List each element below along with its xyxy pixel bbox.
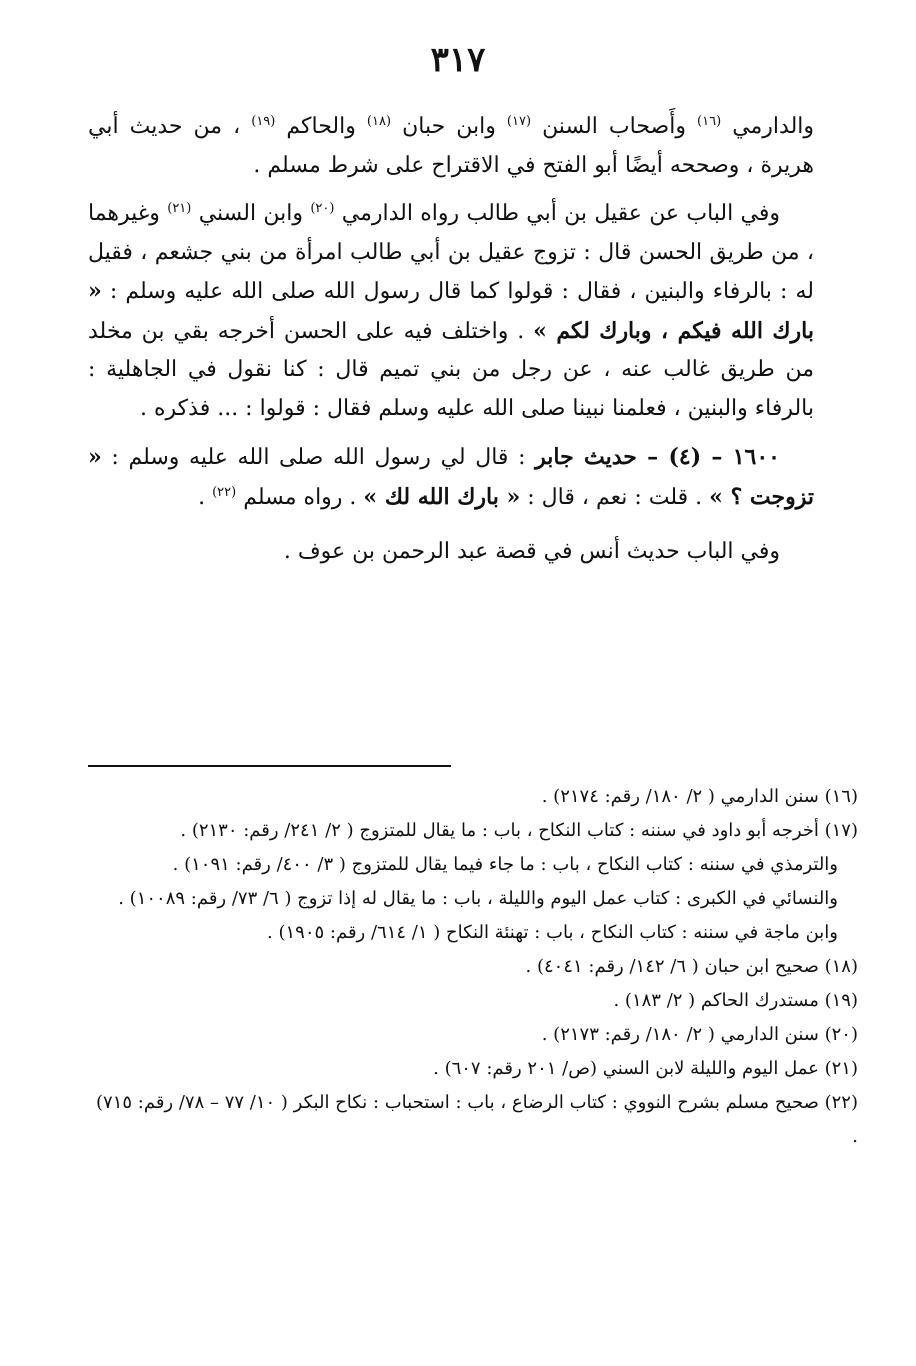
footnote-divider (88, 765, 451, 767)
footnote-17: (١٧) أخرجه أبو داود في سننه : كتاب النكاح ، باب : ما يقال للمتزوج ( ٢/ ٢٤١/ رقم: ٢١٣٠) . (180, 820, 858, 841)
text-ibn-hibban: وابن حبان (402, 114, 496, 139)
paragraph-aqil (88, 195, 814, 428)
footnote-ref-17: (١٧) (506, 114, 532, 129)
text-darimi: والدارمي (732, 114, 815, 139)
quote-tazawwajta: « تزوجت ؟ » (88, 444, 814, 510)
quote-barak-allah-laka: « بارك الله لك » (363, 483, 521, 510)
text-hasan-route: وغيرهما ، من طريق الحسن قال : تزوج عقيل بن أبي طالب امرأة من بني جشعم ، فقيل له : بالرفاء والبنين ، فقال : قولوا كما قال رسول الله صلى الله عليه وسلم : (88, 201, 814, 304)
footnote-ref-20: (٢٠) (310, 201, 335, 216)
footnote-19: (١٩) مستدرك الحاكم ( ٢/ ١٨٣) . (613, 990, 858, 1011)
hadith-1600 (88, 438, 814, 517)
footnote-16: (١٦) سنن الدارمي ( ٢/ ١٨٠/ رقم: ٢١٧٤) . (541, 786, 858, 807)
text-jabir: : قال لي رسول الله صلى الله عليه وسلم : (111, 445, 526, 470)
text-period: . (198, 484, 206, 510)
main-text (88, 108, 814, 572)
footnotes (88, 780, 858, 1154)
footnote-ref-21: (٢١) (167, 201, 192, 216)
quote-barak-allah-fikum: « بارك الله فيكم ، وبارك لكم » (88, 278, 815, 344)
paragraph-sources (88, 108, 814, 185)
footnote-ref-16: (١٦) (697, 114, 722, 129)
footnote-17-nasai: والنسائي في الكبرى : كتاب عمل اليوم والليلة ، باب : ما يقال له إذا تزوج ( ٦/ ٧٣/ رقم: ١٠٠٨٩) . (118, 888, 838, 909)
text-qultu-naam: . قلت : نعم ، قال : (527, 484, 703, 510)
footnote-21: (٢١) عمل اليوم والليلة لابن السني (ص/ ٢٠١ رقم: ٦٠٧) . (433, 1058, 858, 1079)
text-aqil-darimi: وفي الباب عن عقيل بن أبي طالب رواه الدارمي (341, 201, 781, 226)
text-ibn-sunni: وابن السني (198, 201, 304, 226)
footnote-18: (١٨) صحيح ابن حبان ( ٦/ ١٤٢/ رقم: ٤٠٤١) . (525, 956, 858, 977)
footnote-ref-19: (١٩) (251, 114, 276, 129)
footnote-22: (٢٢) صحيح مسلم بشرح النووي : كتاب الرضاع ، باب : استحباب : نكاح البكر ( ١٠/ ٧٧ – ٧٨/ رقم: ٧١٥) . (96, 1092, 858, 1147)
hadith-heading: ١٦٠٠ – (٤) – حديث جابر (535, 444, 780, 470)
footnote-17-tirmidhi: والترمذي في سننه : كتاب النكاح ، باب : ما جاء فيما يقال للمتزوج ( ٣/ ٤٠٠/ رقم: ١٠٩١) . (172, 854, 838, 875)
text-abu-hurayra: ، من حديث أبي هريرة ، وصححه أيضًا أبو الفتح في الاقتراح على شرط مسلم . (88, 114, 814, 178)
page-number: ٣١٧ (430, 40, 486, 80)
footnote-20: (٢٠) سنن الدارمي ( ٢/ ١٨٠/ رقم: ٢١٧٣) . (541, 1024, 858, 1045)
footnote-ref-18: (١٨) (366, 114, 392, 129)
text-muslim: . رواه مسلم (243, 484, 357, 510)
text-sunan: وأَصحاب السنن (542, 114, 686, 139)
text-hasan-ikhtilaf: . واختلف فيه على الحسن أخرجه بقي بن مخلد من طريق غالب عنه ، عن رجل من بني تميم قال : كنا نقول في الجاهلية : بالرفاء والبنين ، فعلمنا نبينا صلى الله عليه وسلم فقال : قولوا : ... فذكره . (88, 318, 814, 421)
footnote-17-ibn-majah: وابن ماجة في سننه : كتاب النكاح ، باب : تهنئة النكاح ( ١/ ٦١٤/ رقم: ١٩٠٥) . (267, 922, 838, 943)
footnote-ref-22: (٢٢) (212, 484, 237, 500)
text-hakim: والحاكم (286, 114, 356, 139)
paragraph-anas: وفي الباب حديث أنس في قصة عبد الرحمن بن عوف . (283, 539, 780, 564)
